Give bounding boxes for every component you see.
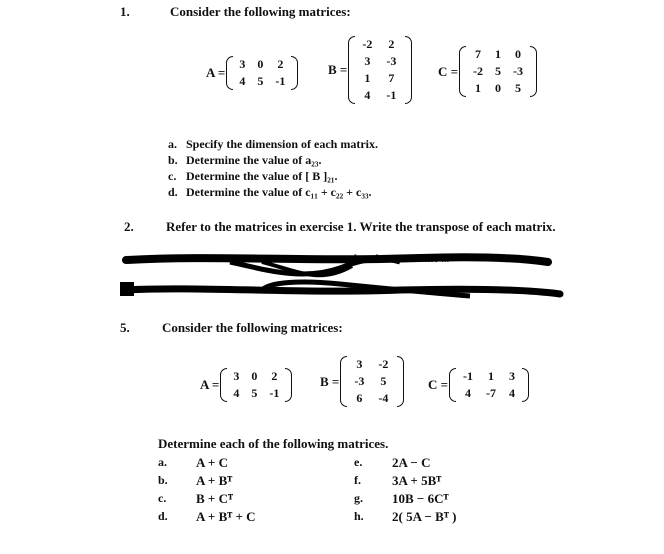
- exercise-1-prompt: Consider the following matrices:: [170, 4, 351, 19]
- ex1-item-a-letter: a.: [168, 137, 177, 151]
- matrix-cell: -2: [378, 357, 389, 371]
- ex5-item-c-expr: B + Cᵀ: [196, 491, 233, 506]
- matrix-cell: 0: [251, 369, 258, 383]
- ex1-item-c-letter: c.: [168, 169, 177, 183]
- matrix-cell: 7: [475, 47, 482, 61]
- matrix-cell: 3: [509, 369, 516, 383]
- matrix-label: A =: [206, 65, 226, 80]
- ex5-item-e-letter: e.: [354, 455, 363, 469]
- redacted-fragment: ...that the sum of the ...: [342, 253, 450, 265]
- matrix-cell: -2: [473, 64, 484, 78]
- ex1-item-d-letter: d.: [168, 185, 178, 199]
- matrix-cell: -2: [362, 37, 373, 51]
- matrix-cell: 4: [509, 386, 516, 400]
- ex5-item-f-expr: 3A + 5Bᵀ: [392, 473, 442, 488]
- matrix-cell: 3: [356, 357, 363, 371]
- matrix-cell: -1: [269, 386, 280, 400]
- matrix-cell: -7: [486, 386, 497, 400]
- ex5-item-b-letter: b.: [158, 473, 168, 487]
- matrix-b-ex5: [320, 356, 402, 407]
- matrix-cell: -4: [378, 391, 389, 405]
- matrix-cell: 7: [388, 71, 395, 85]
- ex5-item-c-letter: c.: [158, 491, 167, 505]
- matrix-cell: -3: [354, 374, 365, 388]
- matrix-cell: 1: [495, 47, 502, 61]
- ex1-item-c-text: Determine the value of [ B ]₂₁.: [186, 169, 338, 183]
- ex5-intro: Determine each of the following matrices.: [158, 436, 389, 451]
- matrix-cell: 5: [515, 81, 522, 95]
- matrix-label: A =: [200, 377, 220, 392]
- matrix-a-ex5: [200, 368, 290, 402]
- ex1-item-d-text: Determine the value of c₁₁ + c₂₂ + c₃₃.: [186, 185, 372, 199]
- ex5-item-a-letter: a.: [158, 455, 167, 469]
- matrix-cell: 5: [257, 74, 264, 88]
- ex5-item-g-letter: g.: [354, 491, 363, 505]
- ex5-item-b-expr: A + Bᵀ: [196, 473, 233, 488]
- ex1-item-b-letter: b.: [168, 153, 178, 167]
- matrix-cell: 0: [515, 47, 522, 61]
- matrix-label: C =: [428, 377, 449, 392]
- ex5-item-d-expr: A + Bᵀ + C: [196, 509, 256, 524]
- matrix-cell: 1: [475, 81, 482, 95]
- matrix-label: B =: [328, 62, 348, 77]
- matrix-cell: -1: [275, 74, 286, 88]
- matrix-cell: 5: [495, 64, 502, 78]
- exercise-2-number: 2.: [124, 219, 134, 234]
- matrix-cell: 0: [495, 81, 502, 95]
- matrix-cell: 1: [364, 71, 371, 85]
- ex5-item-g-expr: 10B − 6Cᵀ: [392, 491, 449, 506]
- matrix-cell: 4: [233, 386, 240, 400]
- matrix-cell: 6: [356, 391, 363, 405]
- ex5-item-f-letter: f.: [354, 473, 361, 487]
- matrix-cell: -1: [463, 369, 474, 383]
- matrix-cell: 3: [233, 369, 240, 383]
- matrix-cell: -3: [513, 64, 524, 78]
- matrix-cell: 3: [364, 54, 371, 68]
- matrix-cell: 2: [388, 37, 395, 51]
- matrix-cell: 1: [488, 369, 495, 383]
- matrix-label: C =: [438, 63, 459, 79]
- matrix-cell: 4: [239, 74, 246, 88]
- matrix-cell: 2: [271, 369, 278, 383]
- ex5-item-a-expr: A + C: [196, 455, 228, 470]
- exercise-5-prompt: Consider the following matrices:: [162, 320, 343, 335]
- ex5-item-h-expr: 2( 5A − Bᵀ ): [392, 509, 457, 524]
- ex1-item-b-text: Determine the value of a₂₃.: [186, 153, 322, 167]
- matrix-c-ex5: [428, 368, 527, 402]
- exercise-2-prompt: Refer to the matrices in exercise 1. Write the transpose of each matrix.: [166, 219, 556, 234]
- matrix-cell: -3: [386, 54, 397, 68]
- ex5-item-e-expr: 2A − C: [392, 455, 431, 470]
- exercise-1-number: 1.: [120, 4, 130, 19]
- matrix-cell: 3: [239, 57, 246, 71]
- matrix-cell: 5: [251, 386, 258, 400]
- matrix-cell: 4: [465, 386, 472, 400]
- matrix-cell: 2: [277, 57, 284, 71]
- matrix-cell: 4: [364, 88, 371, 102]
- matrix-cell: -1: [386, 88, 397, 102]
- ex5-item-h-letter: h.: [354, 509, 364, 523]
- ex5-item-d-letter: d.: [158, 509, 168, 523]
- matrix-cell: 0: [257, 57, 264, 71]
- matrix-cell: 5: [380, 374, 387, 388]
- exercise-5-number: 5.: [120, 320, 130, 335]
- matrix-label: B =: [320, 373, 340, 389]
- ex1-item-a-text: Specify the dimension of each matrix.: [186, 137, 378, 151]
